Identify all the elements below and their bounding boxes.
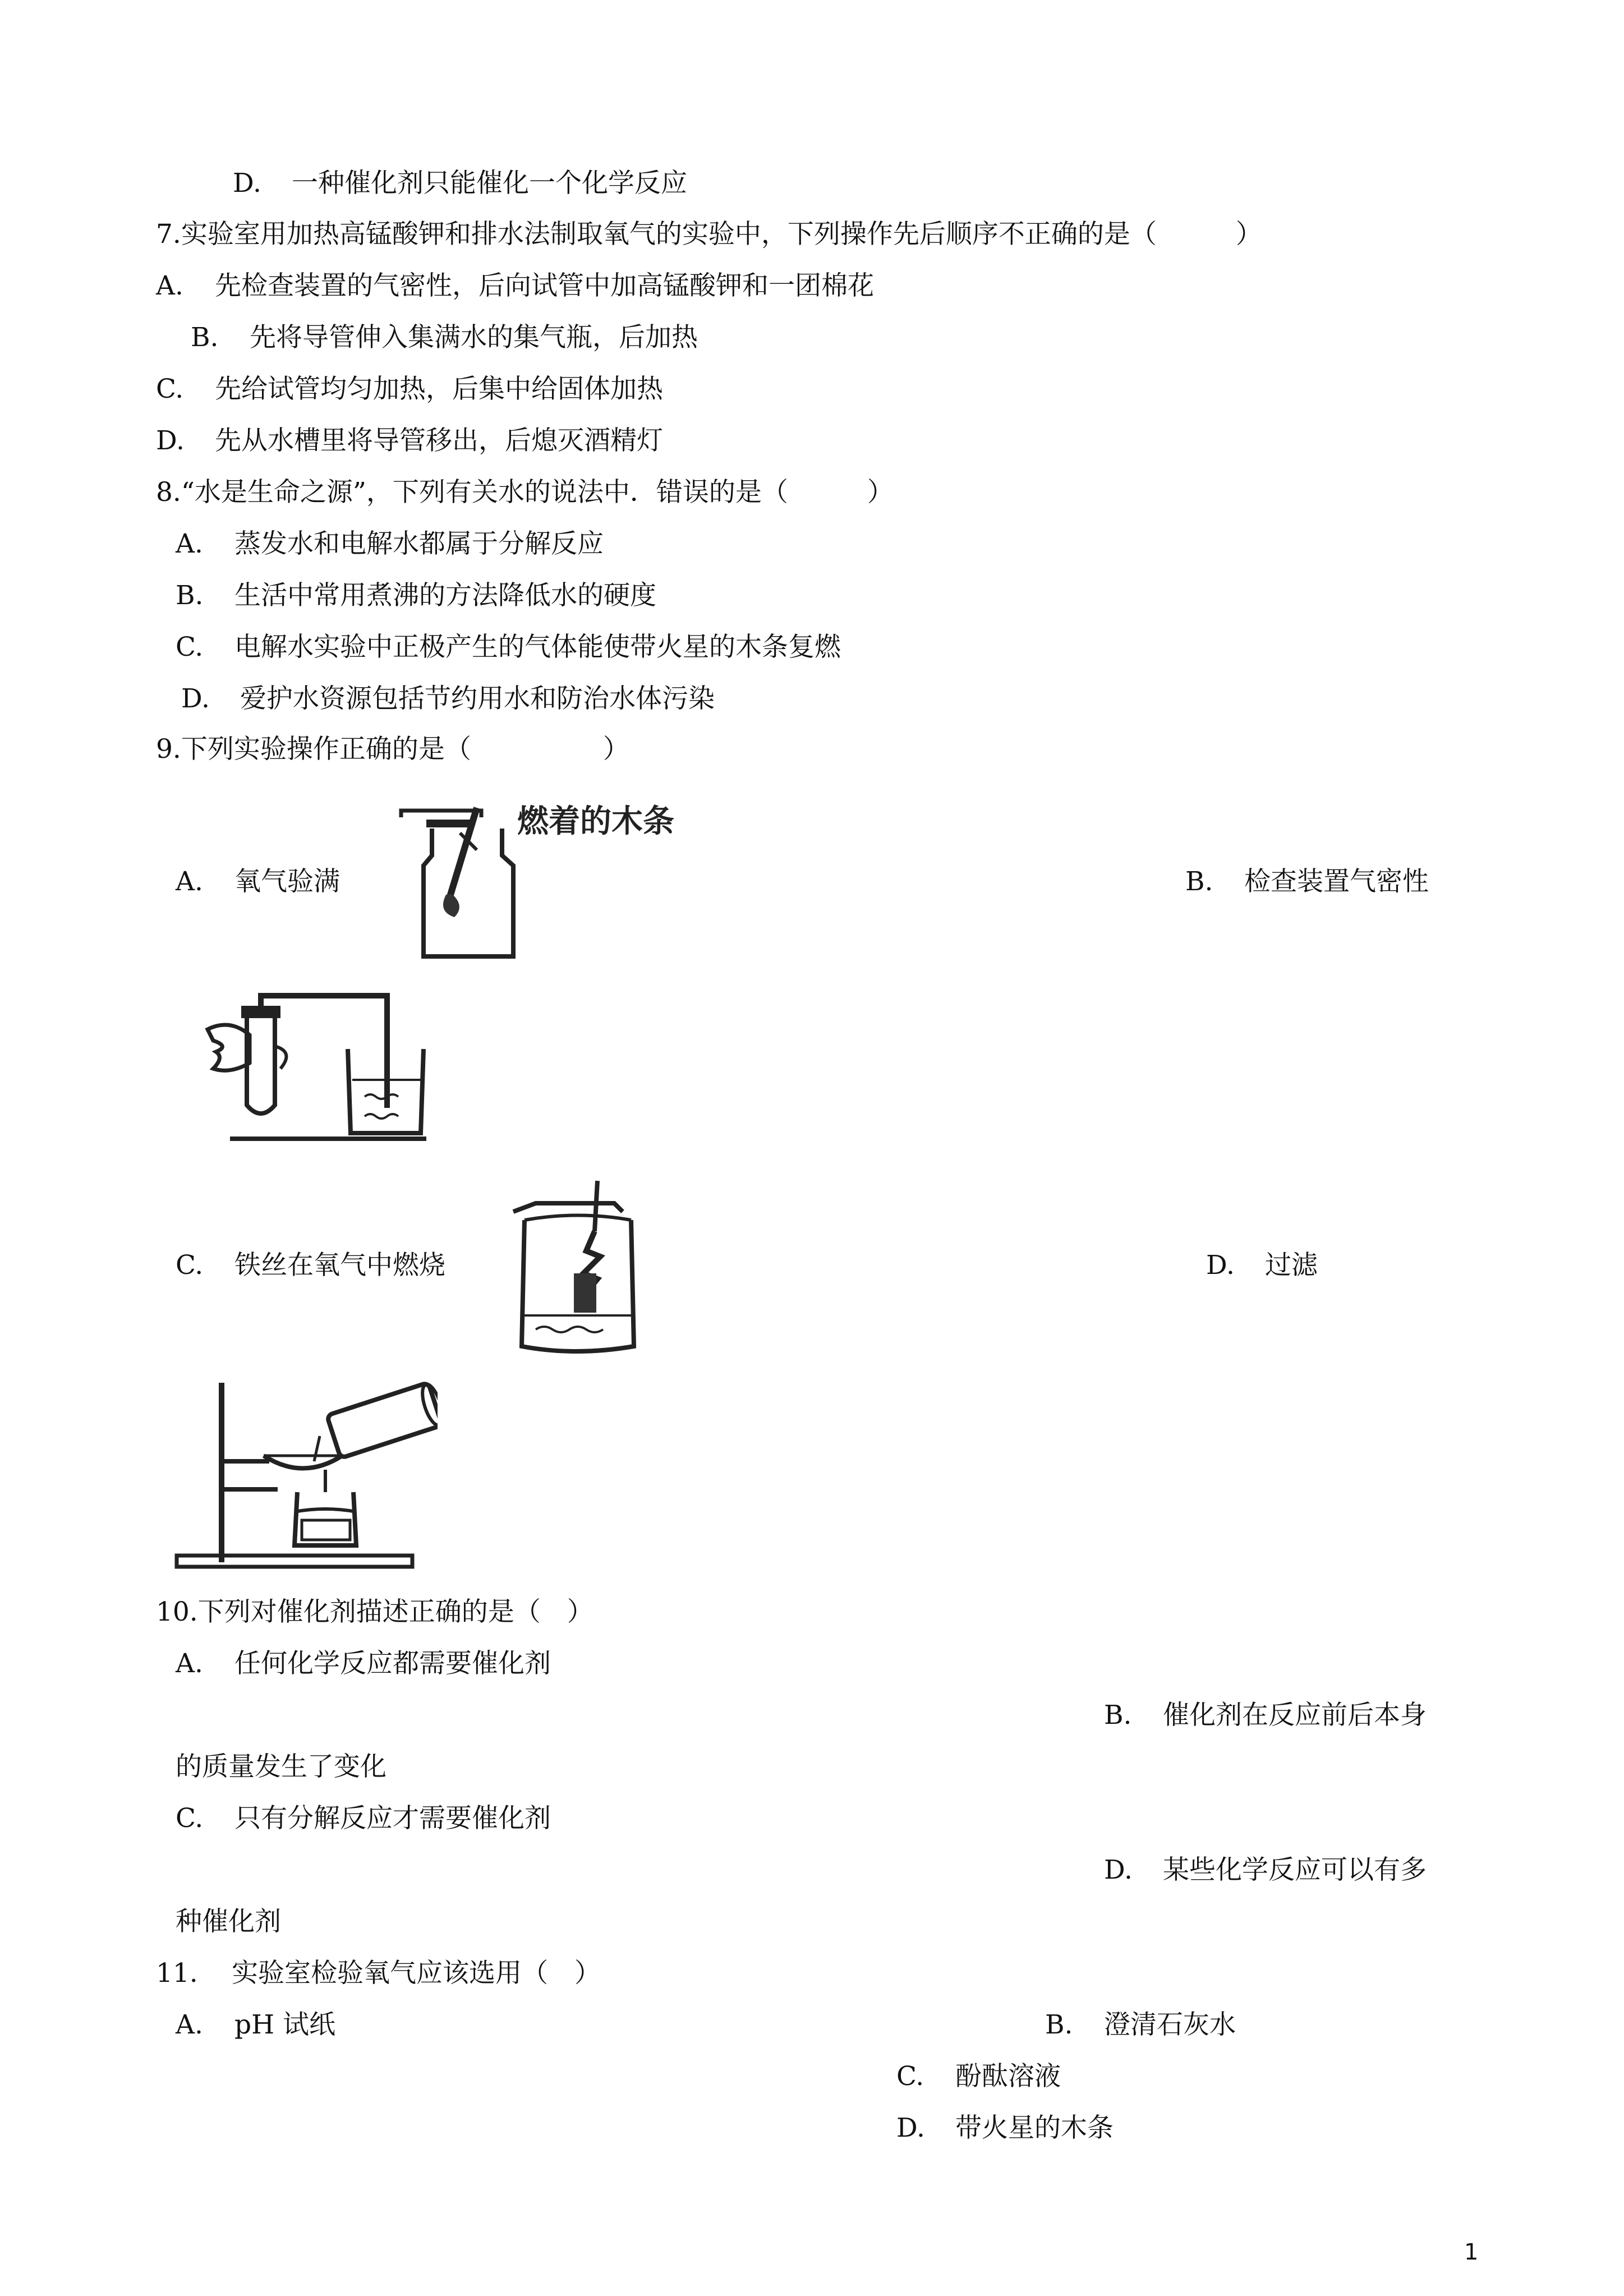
option-label: B. bbox=[1185, 866, 1213, 897]
q10-option-b-continued: 的质量发生了变化 bbox=[176, 1751, 387, 1782]
q7-option-b bbox=[191, 324, 698, 351]
option-label: B. bbox=[191, 322, 219, 353]
option-label: C. bbox=[896, 2061, 924, 2092]
option-label: C. bbox=[156, 374, 184, 404]
q10-option-b bbox=[1104, 1700, 1427, 1731]
option-text: 氧气验满 bbox=[234, 866, 340, 897]
q11-stem bbox=[156, 1958, 601, 1989]
q7-option-a bbox=[156, 270, 874, 301]
q11-option-c bbox=[896, 2063, 1061, 2090]
option-text: 蒸发水和电解水都属于分解反应 bbox=[234, 528, 604, 559]
option-text: 某些化学反应可以有多 bbox=[1163, 1855, 1427, 1885]
option-text: 只有分解反应才需要催化剂 bbox=[234, 1803, 551, 1834]
question-text: 实验室检验氧气应该选用（ ） bbox=[232, 1958, 601, 1989]
option-text: 带火星的木条 bbox=[955, 2113, 1114, 2143]
option-label: D. bbox=[1206, 1250, 1235, 1281]
q11-option-b bbox=[1045, 2009, 1236, 2040]
q9-option-d bbox=[1206, 1250, 1318, 1281]
option-label: B. bbox=[1104, 1700, 1132, 1731]
option-text: 先给试管均匀加热，后集中给固体加热 bbox=[215, 374, 663, 404]
option-text: 一种催化剂只能催化一个化学反应 bbox=[292, 168, 687, 199]
option-label: A. bbox=[176, 1648, 203, 1679]
option-label: D. bbox=[896, 2113, 925, 2143]
figure-oxygen-full-test bbox=[393, 799, 696, 968]
option-text: 催化剂在反应前后本身 bbox=[1163, 1700, 1427, 1731]
option-label: A. bbox=[156, 270, 183, 301]
option-text: 电解水实验中正极产生的气体能使带火星的木条复燃 bbox=[234, 632, 841, 662]
figure-iron-wire-combustion bbox=[502, 1178, 648, 1358]
q8-option-c bbox=[176, 634, 841, 660]
page-number: 1 bbox=[1464, 2239, 1479, 2265]
question-number: 11. bbox=[156, 1958, 198, 1989]
option-text: 检查装置气密性 bbox=[1244, 866, 1429, 897]
q7-option-c bbox=[156, 376, 663, 402]
option-text: 先检查装置的气密性，后向试管中加高锰酸钾和一团棉花 bbox=[215, 270, 874, 301]
option-text: 先将导管伸入集满水的集气瓶，后加热 bbox=[250, 322, 698, 353]
q8-option-d bbox=[181, 685, 715, 712]
q10-stem: 10.下列对催化剂描述正确的是（ ） bbox=[156, 1596, 594, 1627]
q9-option-c bbox=[176, 1250, 445, 1281]
q7-stem: 7.实验室用加热高锰酸钾和排水法制取氧气的实验中，下列操作先后顺序不正确的是（ ） bbox=[156, 219, 1262, 250]
q11-option-d bbox=[896, 2115, 1114, 2141]
q10-option-d bbox=[1104, 1857, 1427, 1883]
q9-option-a bbox=[176, 868, 340, 895]
option-label: C. bbox=[176, 632, 204, 662]
q9-option-b bbox=[1185, 868, 1429, 895]
option-label: C. bbox=[176, 1250, 204, 1281]
option-label: D. bbox=[181, 683, 210, 714]
figure-filtration bbox=[174, 1377, 438, 1573]
option-text: 过滤 bbox=[1265, 1250, 1318, 1281]
option-text: 任何化学反应都需要催化剂 bbox=[234, 1648, 551, 1679]
figure-caption: 燃着的木条 bbox=[517, 803, 674, 840]
option-text: pH 试纸 bbox=[234, 2009, 336, 2040]
option-label: A. bbox=[176, 528, 203, 559]
option-text: 酚酞溶液 bbox=[955, 2061, 1061, 2092]
q7-option-d bbox=[156, 427, 663, 454]
option-label: B. bbox=[176, 580, 204, 611]
option-text: 生活中常用煮沸的方法降低水的硬度 bbox=[234, 580, 656, 611]
figure-airtightness-check bbox=[196, 990, 432, 1147]
option-label: B. bbox=[1045, 2009, 1073, 2040]
option-label: D. bbox=[156, 425, 185, 456]
option-label: A. bbox=[176, 2009, 203, 2040]
option-label: A. bbox=[176, 866, 203, 897]
option-label: C. bbox=[176, 1803, 204, 1834]
q8-stem: 8.“水是生命之源”，下列有关水的说法中．错误的是（ ） bbox=[156, 477, 894, 508]
option-label: D. bbox=[1104, 1855, 1133, 1885]
option-text: 铁丝在氧气中燃烧 bbox=[234, 1250, 445, 1281]
q10-option-c bbox=[176, 1805, 551, 1832]
q10-option-d-continued: 种催化剂 bbox=[176, 1906, 281, 1937]
q10-option-a bbox=[176, 1650, 551, 1677]
q9-stem: 9.下列实验操作正确的是（ ） bbox=[156, 734, 629, 765]
q8-option-a bbox=[176, 528, 604, 559]
q8-option-b bbox=[176, 582, 656, 609]
option-text: 爱护水资源包括节约用水和防治水体污染 bbox=[240, 683, 715, 714]
option-text: 澄清石灰水 bbox=[1104, 2009, 1236, 2040]
option-text: 先从水槽里将导管移出，后熄灭酒精灯 bbox=[215, 425, 663, 456]
q6-option-d bbox=[233, 168, 687, 199]
option-label: D. bbox=[233, 168, 261, 199]
q11-option-a bbox=[176, 2009, 336, 2040]
